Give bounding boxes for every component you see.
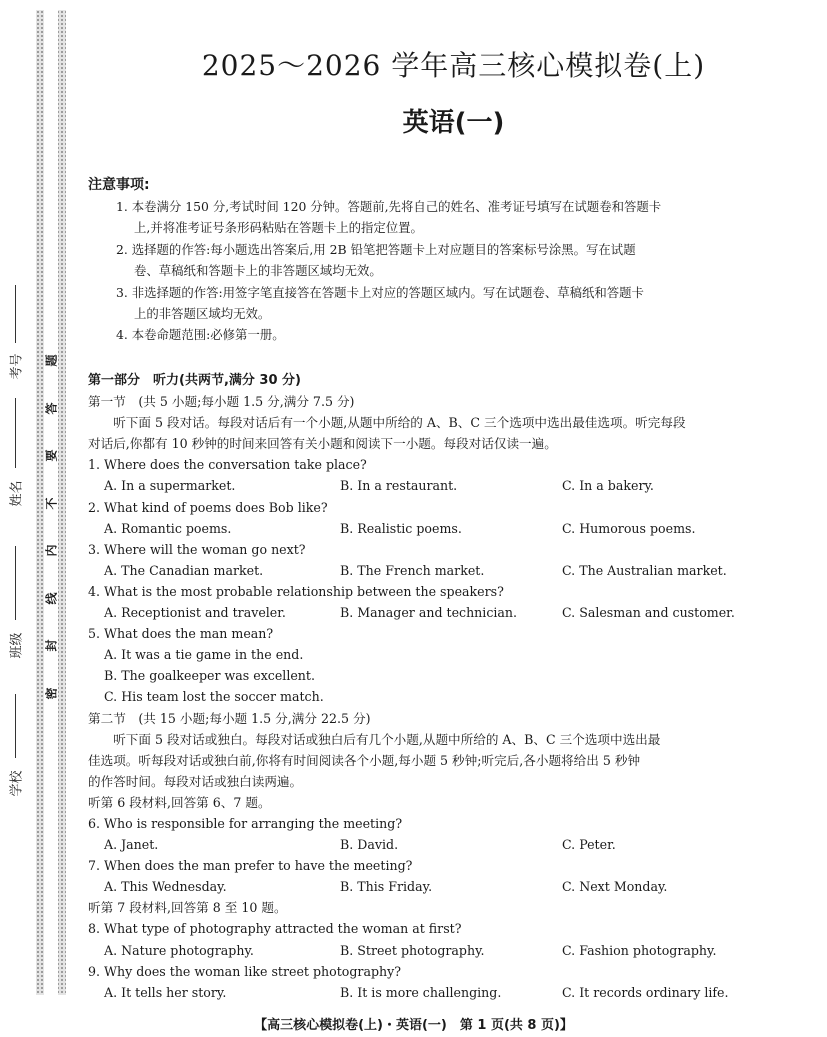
- option: B. David.: [340, 837, 399, 853]
- exam-content: [88, 370, 778, 1003]
- option: B. Manager and technician.: [340, 605, 518, 621]
- option: A. In a supermarket.: [104, 478, 236, 494]
- section-title: 第二节 (共 15 小题;每小题 1.5 分,满分 22.5 分): [88, 710, 371, 726]
- options-row: [88, 982, 778, 1003]
- field-label: 考号: [9, 353, 25, 380]
- option: C. Peter.: [562, 837, 616, 853]
- question: 2. What kind of poems does Bob like?: [88, 499, 328, 515]
- name-field[interactable]: [0, 398, 30, 507]
- instruction-line: 对话后,你都有 10 秒钟的时间来回答有关小题和阅读下一小题。每段对话仅读一遍。: [88, 436, 557, 452]
- instruction-line: 听下面 5 段对话或独白。每段对话或独白后有几个小题,从题中所给的 A、B、C 三个选项中选出最: [113, 731, 661, 747]
- note-line: 3. 非选择题的作答:用签字笔直接答在答题卡上对应的答题区域内。写在试题卷、草稿纸和答题卡: [116, 284, 644, 300]
- option: B. Realistic poems.: [340, 520, 462, 536]
- field-line: [15, 398, 16, 468]
- question: 9. Why does the woman like street photography?: [88, 963, 401, 979]
- field-line: [15, 285, 16, 343]
- note-line: 1. 本卷满分 150 分,考试时间 120 分钟。答题前,先将自己的姓名、准考证号填写在试题卷和答题卡: [116, 199, 662, 214]
- option: A. The Canadian market.: [104, 562, 264, 578]
- options-row: [88, 560, 778, 581]
- field-line: [15, 546, 16, 620]
- part-title: 第一部分 听力(共两节,满分 30 分): [88, 373, 301, 388]
- option: C. In a bakery.: [562, 478, 654, 494]
- page-footer: 【高三核心模拟卷(上)・英语(一) 第 1 页(共 8 页)】: [254, 1018, 573, 1033]
- option: A. It tells her story.: [104, 984, 227, 1000]
- option: A. Romantic poems.: [104, 520, 232, 536]
- option: A. This Wednesday.: [104, 879, 227, 895]
- field-label: 姓名: [9, 480, 25, 507]
- instruction-line: 听下面 5 段对话。每段对话后有一个小题,从题中所给的 A、B、C 三个选项中选出最佳选项。听完每段: [113, 415, 686, 431]
- option: C. Salesman and customer.: [562, 605, 735, 621]
- option: C. It records ordinary life.: [562, 984, 729, 1000]
- question: 1. Where does the conversation take place?: [88, 457, 367, 473]
- question: 5. What does the man mean?: [88, 626, 274, 642]
- options-row: [88, 475, 778, 496]
- class-field[interactable]: [0, 546, 30, 659]
- seal-char: 答: [44, 402, 59, 415]
- exam-number-field[interactable]: [0, 285, 30, 380]
- field-label: 学校: [9, 770, 25, 797]
- seal-char: 封: [44, 639, 59, 652]
- option: C. Next Monday.: [562, 879, 668, 895]
- instruction-line: 的作答时间。每段对话或独白读两遍。: [88, 773, 303, 789]
- seal-char: 要: [44, 449, 59, 462]
- note-line: 4. 本卷命题范围:必修第一册。: [116, 327, 285, 343]
- page-title: 2025～2026 学年高三核心模拟卷(上): [201, 49, 706, 82]
- note-line: 上的非答题区域均无效。: [134, 306, 271, 322]
- option: C. Humorous poems.: [562, 520, 696, 536]
- notes-list: [116, 196, 776, 346]
- options-row: [88, 602, 778, 623]
- seal-char: 密: [44, 687, 59, 700]
- option: B. In a restaurant.: [340, 478, 458, 494]
- section-title: 第一节 (共 5 小题;每小题 1.5 分,满分 7.5 分): [88, 394, 355, 410]
- option: A. Receptionist and traveler.: [104, 605, 286, 621]
- option: B. The French market.: [340, 562, 485, 578]
- option: B. It is more challenging.: [340, 984, 502, 1000]
- notes-heading: 注意事项:: [88, 177, 150, 193]
- option: B. This Friday.: [340, 879, 433, 895]
- seal-char: 线: [44, 592, 59, 605]
- question: 3. Where will the woman go next?: [88, 541, 306, 557]
- option: A. It was a tie game in the end.: [104, 647, 304, 663]
- options-row: [88, 518, 778, 539]
- option: B. Street photography.: [340, 942, 485, 958]
- option: C. Fashion photography.: [562, 942, 717, 958]
- field-label: 班级: [9, 632, 25, 659]
- group-instruction: 听第 7 段材料,回答第 8 至 10 题。: [88, 900, 287, 916]
- question: 6. Who is responsible for arranging the meeting?: [88, 815, 403, 831]
- question: 8. What type of photography attracted the woman at first?: [88, 921, 462, 937]
- option: C. The Australian market.: [562, 562, 727, 578]
- field-line: [15, 694, 16, 758]
- options-row: [88, 834, 778, 855]
- option: A. Nature photography.: [104, 942, 254, 958]
- options-row: [88, 940, 778, 961]
- option: B. The goalkeeper was excellent.: [104, 668, 315, 684]
- question: 4. What is the most probable relationship between the speakers?: [88, 583, 504, 599]
- option: A. Janet.: [104, 837, 159, 853]
- option: C. His team lost the soccer match.: [104, 689, 324, 705]
- note-line: 上,并将准考证号条形码粘贴在答题卡上的指定位置。: [134, 220, 423, 236]
- seal-char: 内: [44, 544, 59, 557]
- note-line: 卷、草稿纸和答题卡上的非答题区域均无效。: [134, 263, 382, 279]
- seal-line-text: [38, 352, 64, 702]
- group-instruction: 听第 6 段材料,回答第 6、7 题。: [88, 794, 271, 810]
- seal-char: 题: [44, 354, 59, 367]
- school-field[interactable]: [0, 694, 30, 797]
- note-line: 2. 选择题的作答:每小题选出答案后,用 2B 铅笔把答题卡上对应题目的答案标号涂黑。写在试题: [116, 241, 636, 257]
- options-row: [88, 876, 778, 897]
- instruction-line: 佳选项。听每段对话或独白前,你将有时间阅读各个小题,每小题 5 秒钟;听完后,各小题将给出 5 秒钟: [88, 752, 641, 768]
- question: 7. When does the man prefer to have the meeting?: [88, 858, 413, 874]
- page-subtitle: 英语(一): [402, 108, 505, 138]
- seal-char: 不: [44, 497, 59, 510]
